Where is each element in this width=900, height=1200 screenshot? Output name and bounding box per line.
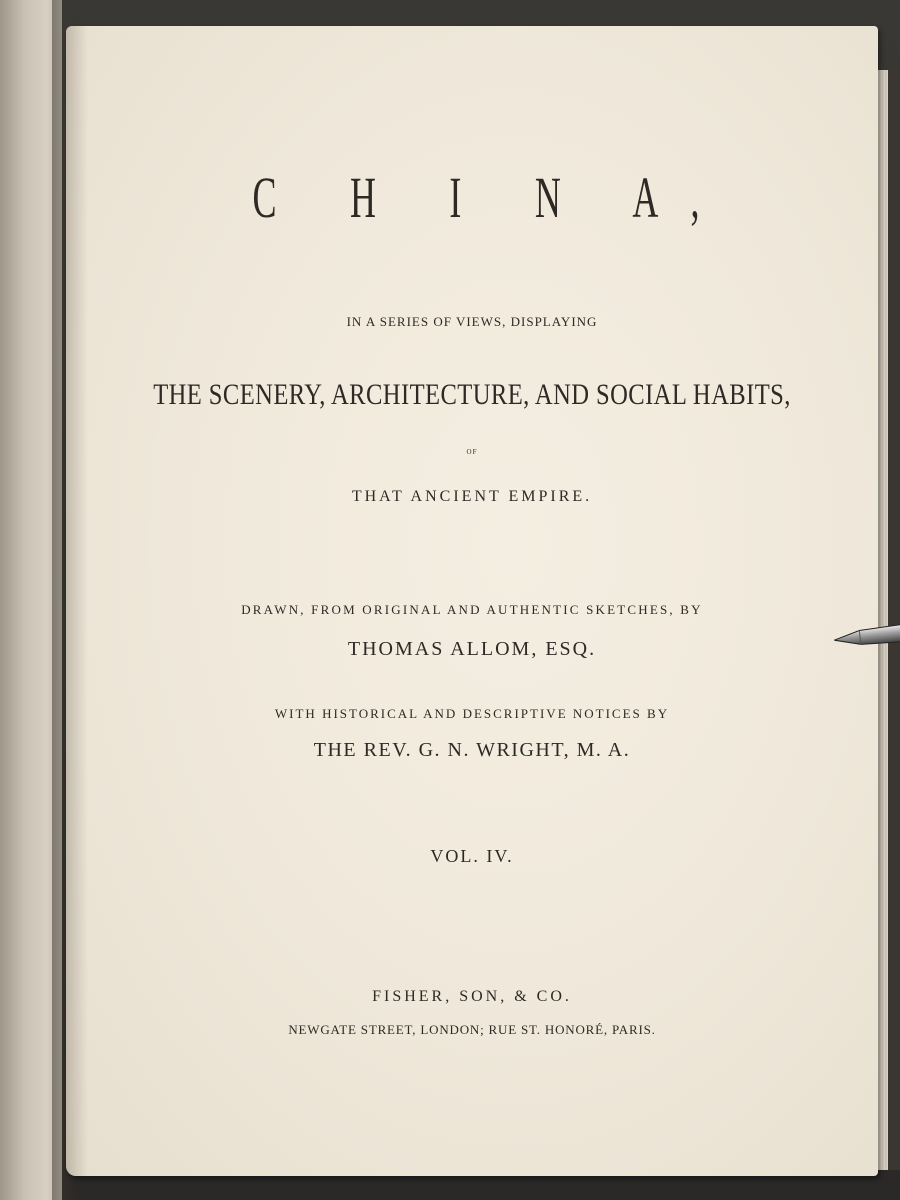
book-main-subject: THE SCENERY, ARCHITECTURE, AND SOCIAL HABITS, (153, 378, 791, 411)
book-cover-edge (888, 70, 900, 1170)
drawn-by-line: DRAWN, FROM ORIGINAL AND AUTHENTIC SKETCHES, BY (241, 602, 703, 617)
editor-name: THE REV. G. N. WRIGHT, M. A. (313, 739, 631, 761)
publisher-address: NEWGATE STREET, LONDON; RUE ST. HONORÉ, PARIS. (288, 1022, 656, 1037)
publisher-name: FISHER, SON, & CO. (372, 988, 572, 1005)
connector-text: OF (466, 448, 478, 456)
notices-by-line: WITH HISTORICAL AND DESCRIPTIVE NOTICES BY (274, 706, 670, 721)
book-title: C H I N A, (252, 165, 732, 230)
title-page (66, 26, 878, 1176)
artist-name: THOMAS ALLOM, ESQ. (347, 638, 597, 660)
book-subtitle: IN A SERIES OF VIEWS, DISPLAYING (346, 314, 598, 329)
empire-line: THAT ANCIENT EMPIRE. (351, 488, 593, 505)
volume-number: VOL. IV. (430, 846, 514, 866)
